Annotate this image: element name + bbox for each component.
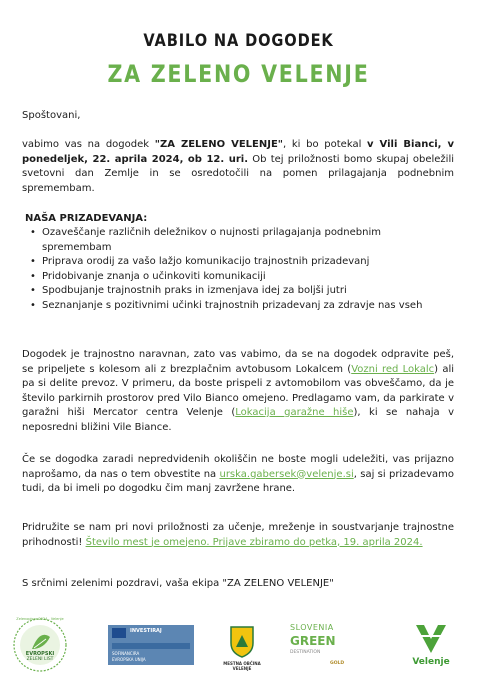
- intro-text-3: Ob tej priložnosti bomo skupaj obeležili svetovni dan Zemlje in se osredotočili na pomen prilagajanja podnebnim spremembam.: [22, 153, 455, 194]
- goals-list: [22, 226, 452, 313]
- goal-item: • Ozaveščanje različnih deležnikov o nujnosti prilagajanja podnebnim spremembam: [22, 226, 452, 255]
- gold-badge: GOLD: [330, 661, 345, 666]
- european-green-leaf-logo: [8, 615, 72, 673]
- transport-text-3: ), ki se nahaja v neposredni bližini Vile Biance.: [22, 407, 455, 433]
- event-name-heading: ZA ZELENO VELENJE: [107, 60, 370, 88]
- goal-item: • Pridobivanje znanja o učinkoviti komunikaciji: [22, 270, 452, 285]
- velenje-logo: [408, 623, 454, 673]
- bus-timetable-link[interactable]: Vozni red Lokalc: [351, 363, 435, 375]
- greeting: Spoštovani,: [22, 110, 81, 121]
- intro-place-date: v Vili Bianci, v ponedeljek, 22. aprila 2024, ob 12. uri.: [22, 139, 454, 165]
- invitation-title: VABILO NA DOGODEK: [143, 31, 334, 51]
- transport-text-2: ) ali pa si delite prevoz. V primeru, da boste prispeli z avtomobilom vas obveščamo, da je število parkirnih prostorov pred Vilo Bianco omejeno. Predlagamo vam, da parkirate v garažni hiši Mercator centra Velenje (: [22, 363, 455, 418]
- notice-text-1: Če se dogodka zaradi nepredvidenih okoliščin ne boste mogli udeležiti, vas prijazno naprošamo, da nas o tem obvestite na: [22, 454, 454, 480]
- eu-flag-icon: [112, 628, 126, 638]
- intro-text-1: vabimo vas na dogodek: [22, 139, 155, 150]
- invest-text1: INVESTIRAJ: [130, 628, 162, 634]
- invest-text3: EVROPSKA UNIJA: [112, 657, 146, 662]
- municipality-crest-logo: [224, 625, 260, 673]
- goal-item: • Priprava orodij za vašo lažjo komunikacijo trajnostnih prizadevanj: [22, 255, 452, 270]
- destination-text: DESTINATION: [290, 650, 321, 655]
- transport-paragraph: [22, 348, 454, 435]
- crest-text: MESTNA OBČINA VELENJE: [223, 661, 261, 671]
- notice-text-2: , saj si prizadevamo tudi, da bi imeli po dogodku čim manj zavržene hrane.: [22, 468, 454, 494]
- registration-deadline: Število mest je omejeno. Prijave zbiramo do petka, 19. aprila 2024.: [85, 536, 423, 548]
- join-text: Pridružite se nam pri novi priložnosti za učenje, mreženje in soustvarjanje trajnostne prihodnosti!: [22, 522, 454, 548]
- egc-line1: EVROPSKI: [25, 651, 55, 657]
- slovenia-green-logo: [290, 621, 354, 673]
- intro-event-name: "ZA ZELENO VELENJE": [154, 139, 283, 150]
- intro-paragraph: [22, 138, 454, 196]
- intro-text-2: , ki bo potekal: [283, 139, 368, 150]
- green-text: GREEN: [290, 634, 336, 648]
- goal-item: • Spodbujanje trajnostnih praks in izmenjava idej za boljši jutri: [22, 284, 452, 299]
- closing-line: S srčnimi zelenimi pozdravi, vaša ekipa "ZA ZELENO VELENJE": [22, 578, 334, 589]
- goals-title: NAŠA PRIZADEVANJA:: [25, 213, 148, 224]
- invest-text2: SOFINANCIRA: [112, 651, 140, 656]
- notice-paragraph: [22, 453, 454, 497]
- slovenia-text: SLOVENIA: [290, 623, 334, 632]
- goal-item: • Seznanjanje s pozitivnimi učinki trajnostnih prizadevanj za zdravje nas vseh: [22, 299, 452, 314]
- partner-logos: [0, 615, 477, 675]
- egc-line2: ZELENI LIST: [26, 657, 54, 662]
- invest-eu-logo: [108, 625, 194, 665]
- transport-text-1: Dogodek je trajnostno naravnan, zato vas vabimo, da se na dogodek odpravite peš, se pripeljete s kolesom ali z brezplačnim avtobusom Lokalcem (: [22, 349, 454, 375]
- velenje-text: Velenje: [412, 657, 450, 667]
- email-link[interactable]: urska.gabersek@velenje.si: [219, 468, 354, 480]
- egc-arc-text: Zelenopisec 2024 - Velenje: [16, 617, 64, 621]
- garage-location-link[interactable]: Lokacija garažne hiše: [235, 407, 354, 418]
- join-paragraph: [22, 521, 454, 550]
